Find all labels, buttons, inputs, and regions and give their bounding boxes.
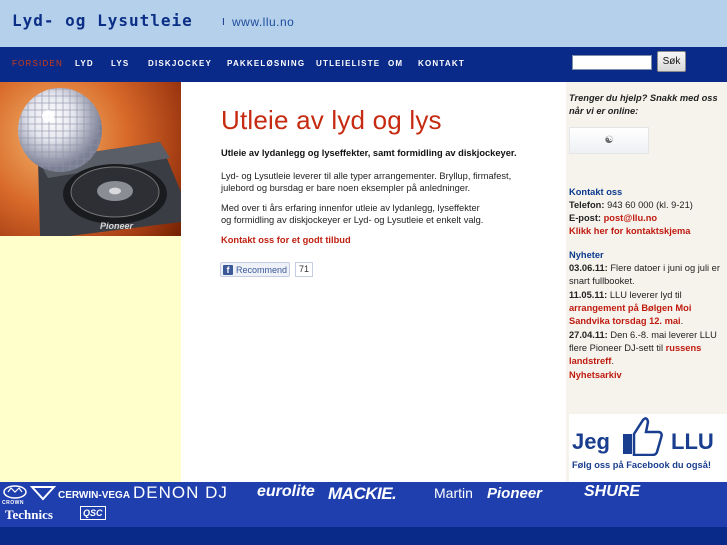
experience-paragraph-line2: og formidling av diskjockeyer er Lyd- og Lysutleie et enkelt valg. [221, 215, 484, 225]
news-tail: . [680, 316, 684, 326]
denon-dj-logo: DENON DJ [133, 483, 228, 502]
fb-follow-text: Følg oss på Facebook du også! [572, 460, 711, 470]
contact-form-link[interactable]: Klikk her for kontaktskjema [569, 226, 691, 236]
svg-text:Pioneer: Pioneer [100, 221, 134, 231]
recommend-label: Recommend [236, 264, 288, 275]
facebook-recommend-button[interactable] [220, 262, 290, 277]
technics-logo: Technics [5, 507, 53, 522]
news-link[interactable]: Sandvika torsdag 12. mai [569, 316, 681, 326]
nav-item-pakkelosning[interactable]: PAKKELØSNING [227, 59, 306, 68]
news-item-3-line2 [569, 342, 701, 355]
news-link[interactable]: russens [665, 343, 702, 353]
fb-banner-jeg: Jeg [572, 429, 610, 454]
title-separator: I [222, 17, 225, 28]
news-tail: . [611, 356, 614, 366]
thumbs-up-icon [621, 416, 663, 456]
page-title: Utleie av lyd og lys [221, 105, 442, 135]
email-row [569, 212, 657, 225]
nav-item-forsiden[interactable]: FORSIDEN [12, 59, 63, 68]
email-link[interactable]: post@llu.no [603, 213, 658, 223]
pioneer-logo: Pioneer [487, 485, 543, 502]
news-item-2-link-line1[interactable]: arrangement på Bølgen Moi [569, 303, 692, 313]
search-button[interactable]: Søk [657, 51, 686, 72]
qsc-logo: QSC [80, 506, 106, 520]
news-item-3-line3 [569, 355, 614, 368]
footer-bar [0, 527, 727, 545]
nav-item-om[interactable]: OM [388, 59, 404, 68]
news-item-1-line2: snart fullbooket. [569, 276, 635, 286]
facebook-icon: f [223, 265, 233, 275]
cerwin-vega-icon [30, 485, 56, 501]
news-text: Den 6.-8. mai leverer LLU [610, 330, 717, 340]
site-header [0, 0, 727, 47]
news-text: Flere datoer i juni og juli er [610, 263, 720, 273]
news-heading: Nyheter [569, 250, 604, 260]
intro-paragraph-line2: julebord og bursdag er bare noen eksempler på anledninger. [221, 183, 471, 193]
site-title[interactable]: Lyd- og Lysutleie [12, 11, 193, 30]
news-item-2-line1 [569, 289, 682, 302]
live-chat-button[interactable] [569, 127, 649, 154]
help-text: Trenger du hjelp? Snakk med oss når vi er online: [569, 93, 718, 116]
fb-banner-llu: LLU [671, 429, 714, 454]
phone-label: Telefon: [569, 200, 605, 210]
phone-row [569, 199, 693, 212]
news-archive-link[interactable]: Nyhetsarkiv [569, 370, 622, 380]
crown-logo: CROWN [2, 500, 24, 506]
news-text: flere Pioneer DJ-sett til [569, 343, 664, 353]
site-url[interactable]: www.llu.no [232, 15, 295, 29]
user-icon: ☯ [604, 135, 614, 146]
left-column [0, 82, 181, 482]
phone-value: 943 60 000 (kl. 9-21) [607, 200, 693, 210]
cerwin-vega-logo: CERWIN-VEGA [58, 490, 131, 501]
martin-logo: Martin [434, 485, 473, 501]
nav-item-kontakt[interactable]: KONTAKT [418, 59, 465, 68]
news-date: 11.05.11: [569, 290, 608, 300]
intro-paragraph-line1: Lyd- og Lysutleie leverer til alle typer arrangementer. Bryllup, firmafest, [221, 171, 512, 181]
contact-offer-link[interactable]: Kontakt oss for et godt tilbud [221, 235, 351, 245]
news-item-1-line1 [569, 262, 720, 275]
experience-paragraph-line1: Med over ti års erfaring innenfor utleie av lydanlegg, lyseffekter [221, 203, 480, 213]
nav-item-diskjockey[interactable]: DISKJOCKEY [148, 59, 213, 68]
news-date: 27.04.11: [569, 330, 608, 340]
hero-image [0, 82, 181, 236]
right-sidebar [566, 82, 727, 482]
contact-heading: Kontakt oss [569, 187, 623, 197]
news-item-2-line3 [569, 315, 683, 328]
dj-equipment-illustration [0, 82, 181, 236]
email-label: E-post: [569, 213, 602, 223]
shure-logo: SHURE [584, 483, 641, 500]
nav-item-utleieliste[interactable]: UTLEIELISTE [316, 59, 381, 68]
facebook-follow-banner[interactable] [569, 414, 727, 482]
recommend-count: 71 [295, 262, 313, 277]
eurolite-logo: eurolite [257, 483, 315, 500]
mackie-logo: MACKIE. [328, 484, 397, 503]
news-date: 03.06.11: [569, 263, 608, 273]
search-input[interactable] [572, 55, 652, 70]
crown-icon [2, 484, 28, 500]
main-content [181, 82, 566, 482]
news-link[interactable]: landstreff [569, 356, 612, 366]
brand-logo-strip [0, 482, 727, 527]
news-text: LLU leverer lyd til [609, 290, 682, 300]
news-item-3-line1 [569, 329, 717, 342]
nav-item-lys[interactable]: LYS [111, 59, 130, 68]
nav-item-lyd[interactable]: LYD [75, 59, 94, 68]
lead-text: Utleie av lydanlegg og lyseffekter, samt formidling av diskjockeyer. [221, 148, 517, 158]
